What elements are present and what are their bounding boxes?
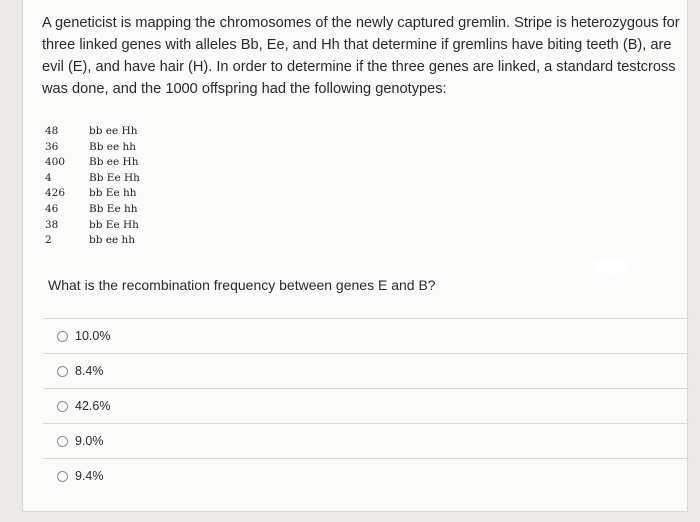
answer-option-2[interactable] xyxy=(43,353,689,388)
answer-option-label: 10.0% xyxy=(75,329,111,343)
offspring-count: 2 xyxy=(45,234,52,247)
offspring-count: 38 xyxy=(45,218,59,231)
table-row xyxy=(45,202,140,218)
screen-glare xyxy=(592,257,630,275)
offspring-genotype: bb Ee hh xyxy=(89,187,137,200)
table-row xyxy=(45,186,140,202)
offspring-genotype: Bb ee hh xyxy=(89,140,137,153)
offspring-count: 426 xyxy=(45,187,66,200)
answer-option-label: 9.4% xyxy=(75,469,104,483)
offspring-genotype: Bb Ee Hh xyxy=(89,171,140,184)
question-prompt: What is the recombination frequency between genes E and B? xyxy=(48,277,436,293)
table-row xyxy=(45,155,140,171)
table-row xyxy=(45,124,140,140)
offspring-table xyxy=(45,124,140,249)
table-row xyxy=(45,140,140,156)
radio-button[interactable] xyxy=(57,436,68,447)
table-row xyxy=(45,218,140,234)
answer-options xyxy=(43,318,689,493)
answer-option-1[interactable] xyxy=(43,318,689,353)
question-text: A geneticist is mapping the chromosomes of the newly captured gremlin. Stripe is heterozygous for three linked genes with alleles Bb, Ee, and Hh that determine if gremlins have biting teeth (B), are evil (E), and have hair (H). In order to determine if the three genes are linked, a standard testcross was done, and the 1000 offspring had the following genotypes: xyxy=(42,15,680,97)
answer-option-label: 8.4% xyxy=(75,364,104,378)
offspring-count: 46 xyxy=(45,202,59,215)
offspring-count: 48 xyxy=(45,125,59,137)
answer-option-label: 42.6% xyxy=(75,399,111,413)
offspring-count: 4 xyxy=(45,171,52,184)
answer-option-4[interactable] xyxy=(43,423,689,458)
offspring-genotype: bb ee hh xyxy=(89,234,136,247)
radio-button[interactable] xyxy=(57,471,68,482)
offspring-genotype: Bb Ee hh xyxy=(89,202,138,215)
radio-button[interactable] xyxy=(57,401,68,412)
offspring-genotype: bb Ee Hh xyxy=(89,218,139,231)
answer-option-label: 9.0% xyxy=(75,434,104,448)
radio-button[interactable] xyxy=(57,366,68,377)
offspring-count: 36 xyxy=(45,140,59,153)
offspring-genotype: bb ee Hh xyxy=(89,125,138,137)
table-row xyxy=(45,171,140,187)
offspring-count: 400 xyxy=(45,156,66,169)
offspring-genotype: Bb ee Hh xyxy=(89,156,139,169)
answer-option-3[interactable] xyxy=(43,388,689,423)
question-card xyxy=(22,0,688,512)
answer-option-5[interactable] xyxy=(43,458,689,493)
radio-button[interactable] xyxy=(57,331,68,342)
table-row xyxy=(45,233,140,249)
